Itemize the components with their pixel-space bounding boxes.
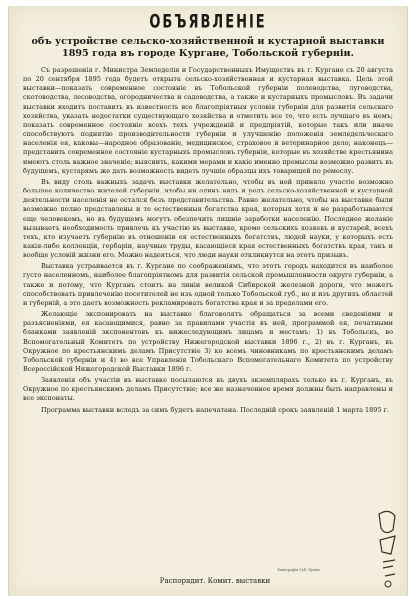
document-body: [23, 66, 393, 415]
paragraph-location: Выставка устраивается въ г. Кургане по соображеніямъ, что этотъ городъ находится въ наиболее густо населенномъ, наиболее благопріятномъ для развитія сельской промышленности округе губерніи, а также и потому, что Курганъ стоитъ на линіи великой Сибирской железной дороги, что можетъ способствовать привлеченію посетителей не изъ одной только Тобольской губ., но и изъ другихъ областей и губерній, а это даетъ возможность рекламировать богатства края и за пределами его.: [23, 262, 393, 307]
document-title: ОБЪЯВЛЕНІЕ: [149, 12, 267, 33]
document-subtitle: объ устройстве сельско-хозяйственной и кустарной выставки 1895 года въ городе Кургане, Тобольской губерніи.: [31, 36, 385, 59]
document-page: [8, 6, 408, 596]
paragraph-program: Программа выставки вследъ за симъ будетъ напечатана. Последній срокъ заявленій 1 марта 1895 г.: [41, 405, 390, 414]
archive-stamp-icon: [373, 506, 401, 590]
paragraph-purpose: Съ разрешенія г. Министра Земледелія и Государственныхъ Имуществъ въ г. Кургане съ 20 августа по 20 сентября 1895 года будетъ открыта сельско-хозяйственная и кустарная выставка. Цель этой выставки—показать современное состояніе въ Тобольской губерніи полеводства, луговодства, скотоводства, лесоводства, огородничества и садоводства, а также и кустарныхъ промысловъ. Въ задачи выставки входитъ поставить въ известность все благопріятныя условія губерніи для развитія сельскаго хозяйства, указать недостатки существующаго хозяйства и отметить все то, что есть лучшаго въ немъ; показать современное состояніе всехъ техъ учрежденій и предпріятій, которые такъ или иначе способствуютъ поднятію производительности губерніи и улучшенію положенія земледельческаго населенія ея, каковы—народное образованіе, медицинское, страховое и ветеринарное дело; наконецъ—представить современное состояніе кустарныхъ промысловъ губерніи, которые въ хозяйстве крестьянина имеютъ столь важное значеніе; выяснить, какими мерами и какіе именно промыслы возможно развить въ будущемъ, кустарямъ же дать возможность видеть лучшіе образцы ихъ товарищей по ремеслу.: [23, 66, 393, 175]
paragraph-participation: Въ виду столь важныхъ задачъ выставки желательно, чтобы въ ней приняло участіе возможно деятельности населенія не остался безъ представительства. Равно желательно, чтобы на выставке были возможно полно представлены и те естественныя богатства края, которыя хотя и не разработываются еще человекомъ, но въ будущемъ могутъ обезпечить лишніе заработки населенію. Последнее желаніе вызываетъ необходимость привлечь къ участію въ выставке, кроме сельскихъ хозяевъ и кустарей, всехъ техъ, кто изучаетъ губернію въ отношеніи ея естественныхъ богатствъ, людей науки, у которыхъ есть какія-либо коллекціи, гербаріи, научные труды, касающіеся края естественныхъ богатствъ края, такъ и вообще условій жизни его. Можно надеяться, что люди науки откликнутся на этотъ призывъ.: [23, 177, 393, 260]
printer-imprint: Типографія Губ. Правл.: [277, 568, 321, 572]
committee-signature: Распорядит. Комит. выставки: [159, 577, 271, 585]
paragraph-applications: Заявленія объ участіи въ выставке посылаются въ двухъ экземплярахъ только въ г. Курганъ, въ Окружное по крестьянскимъ деламъ Присутствіе; все же назначенное время должны быть направлены и все экспонаты.: [23, 376, 393, 403]
paper-fold-line: [9, 192, 407, 194]
paragraph-contacts: Желающіе экспонировать на выставке благоволятъ обращаться за всеми сведеніями и разъясненіями, ея касающимися, равно за правилами участія въ ней, программой ея, печатными бланками заявленій экспонентовъ къ нижеследующимъ лицамъ и местамъ: 1) въ Тобольскъ, во Вспомогательный Комитетъ по устройству Нижегородской выставки 1896 г., 2) въ г. Курганъ, въ Окружное по крестьянскимъ деламъ Присутствіе 3) ко всемъ чиновникамъ по крестьянскимъ деламъ Тобольской губерніи и 4) во все Управленія Тобольскаго Вспомогательнаго Комитета по устройству Всероссійской Нижегородской Выставки 1896 г.: [23, 310, 393, 373]
